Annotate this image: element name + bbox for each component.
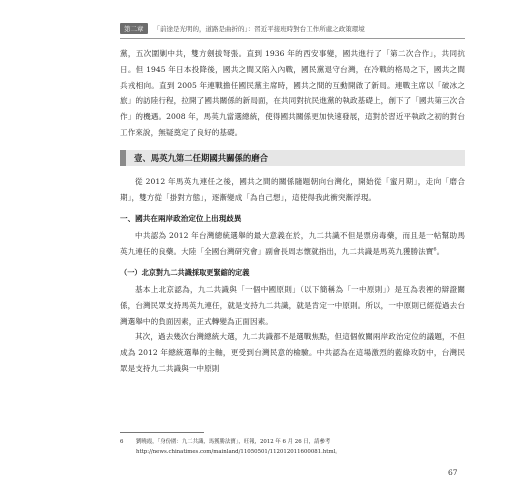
paragraph-with-footnote [120, 228, 465, 260]
header-divider [120, 38, 465, 39]
running-header [120, 22, 465, 35]
running-title: 「前途是光明的，道路是曲折的」：習近平接班時對台工作所處之政策環境 [153, 25, 365, 33]
page-number: 67 [448, 468, 458, 477]
section-heading-text: 壹、馬英九第二任期國共關係的磨合 [134, 153, 268, 164]
page-body [120, 46, 465, 377]
footnote-marker[interactable]: 6 [433, 246, 437, 253]
paragraph: 黨，五次圍剿中共，雙方劍拔弩張。直到 1936 年的西安事變，國共進行了「第二次合作」，共同抗日。但 1945 年日本投降後，國共之間又陷入內戰，國民黨退守台灣，在冷戰的格局之下，國共之間兵戎相向。直到 2005 年連戰擔任國民黨主席時，國共之間的互動開啟了新局。連戰主席以「破冰之旅」的訪陸行程，拉開了國共關係的新局面，在共同對抗民進黨的執政基礎上，創下了「國共第三次合作」的機遇。2008 年，馬英九當選總統，使得國共關係更加快速發展，這對於習近平執政之初的對台工作來說，無疑奠定了良好的基礎。 [120, 49, 465, 137]
subheading: 一、國共在兩岸政治定位上出現歧異 [120, 214, 242, 224]
footnote-divider [120, 432, 204, 433]
paragraph-text: 中共認為 2012 年台灣總統選舉的最大意義在於，九二共識不但是票房毒藥，而且是一帖幫助馬英九連任的良藥。大陸「全國台灣研究會」副會長周志懷就指出，九二共識是馬英九獲勝法寶 [120, 231, 465, 257]
footnote-number: 6 [120, 439, 124, 445]
section-heading [120, 149, 465, 168]
chapter-badge: 第二章 [120, 23, 148, 34]
paragraph: 從 2012 年馬英九連任之後，國共之間的關係隨題朝向台灣化，開始從「蜜月期」，走向「磨合期」，雙方從「掛對方態」，逐漸變成「為自己想」，這使得我此衝突漸浮現。 [120, 176, 465, 202]
paragraph: 基本上北京認為，九二共識與「一個中國原則」（以下簡稱為「一中原則」）是互為表裡的辯證關係，台灣民眾支持馬英九連任，就是支持九二共識，就是肯定一中原則。所以，一中原則已經從過去台灣選舉中的負面因素，正式轉變為正面因素。 [120, 284, 465, 326]
section-heading-box [126, 150, 465, 166]
paragraph-text-end: 。 [436, 247, 445, 257]
paragraph: 其次，過去幾次台灣總統大選，九二共識都不是選戰焦點，但這個攸關兩岸政治定位的議題，不但成為 2012 年總統選舉的主軸，更受到台灣民意的檢驗。中共認為在這場激烈的藍綠攻防中，台灣民眾是支持九二共識與一中原則 [120, 332, 465, 373]
footnote-text: 劉曉霞，「身份圍：九二共識，馬獲勝法寶」，旺報，2012 年 6 月 26 日，請參考 http://news.chinatimes.com/mainland/11050501/112012011600081.html。 [136, 439, 341, 455]
sub-subheading: （一）北京對九二共識採取更緊縮的定義 [120, 267, 250, 277]
footnote [120, 437, 465, 457]
